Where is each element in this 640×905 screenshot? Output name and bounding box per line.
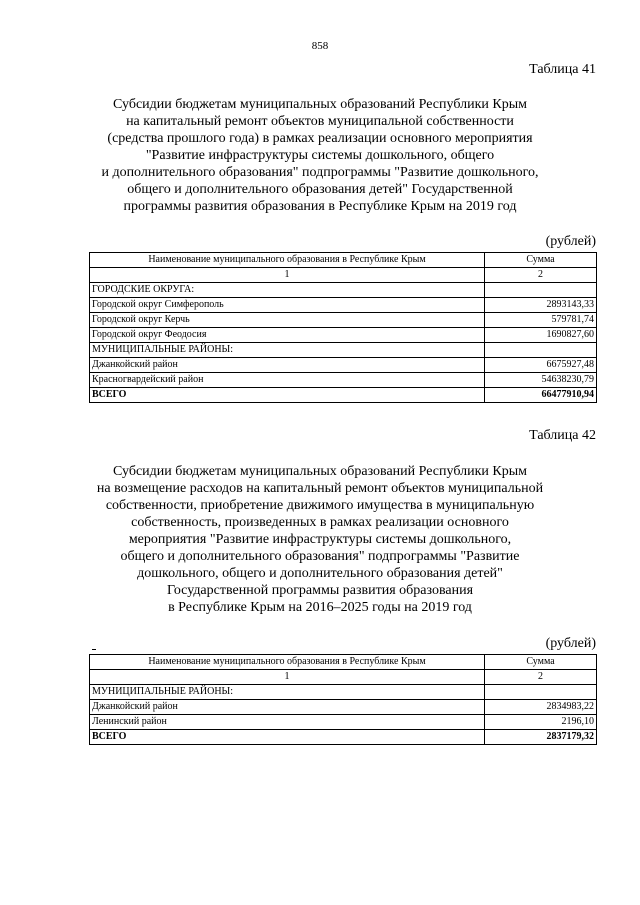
column-header-name: Наименование муниципального образования в Республике Крым (90, 253, 485, 268)
column-header-name: Наименование муниципального образования в Республике Крым (90, 655, 485, 670)
row-name: Городской округ Феодосия (90, 328, 485, 343)
row-sum (485, 685, 597, 700)
row-name: ГОРОДСКИЕ ОКРУГА: (90, 283, 485, 298)
row-sum: 6675927,48 (485, 358, 597, 373)
table42-title-line: собственность, произведенных в рамках реализации основного (131, 515, 509, 530)
row-sum (485, 343, 597, 358)
column-header-sum: Сумма (485, 253, 597, 268)
total-label: ВСЕГО (90, 730, 485, 745)
table-header-row (90, 655, 597, 670)
table-row (90, 328, 597, 343)
table-row (90, 343, 597, 358)
row-name: Джанкойский район (90, 700, 485, 715)
table42-title-line: дошкольного, общего и дополнительного образования детей" (137, 566, 503, 581)
table-row (90, 373, 597, 388)
row-name: Джанкойский район (90, 358, 485, 373)
table-row (90, 313, 597, 328)
total-sum: 2837179,32 (485, 730, 597, 745)
table-row (90, 283, 597, 298)
table41-title-line: (средства прошлого года) в рамках реализации основного мероприятия (107, 131, 533, 146)
table-margin-tick (92, 649, 96, 650)
row-name: Городской округ Керчь (90, 313, 485, 328)
table-numbering-row (90, 268, 597, 283)
table42-label: Таблица 42 (529, 428, 596, 443)
table41-title-line: Субсидии бюджетам муниципальных образований Республики Крым (113, 97, 527, 112)
row-sum: 1690827,60 (485, 328, 597, 343)
table42-title-line: Государственной программы развития образования (166, 583, 474, 598)
table41-units: (рублей) (545, 234, 596, 249)
table-row (90, 358, 597, 373)
row-name: МУНИЦИПАЛЬНЫЕ РАЙОНЫ: (90, 343, 485, 358)
table42-title-line: общего и дополнительного образования" подпрограммы "Развитие (120, 549, 520, 564)
table41-title-line: на капитальный ремонт объектов муниципальной собственности (126, 114, 514, 129)
table-header-row (90, 253, 597, 268)
table42-title-line: собственности, приобретение движимого имущества в муниципальную (105, 498, 535, 513)
table-row (90, 700, 597, 715)
table41-title-line: и дополнительного образования" подпрограммы "Развитие дошкольного, (101, 165, 539, 180)
table-total-row (90, 388, 597, 403)
total-label: ВСЕГО (90, 388, 485, 403)
table42-title-line: мероприятия "Развитие инфраструктуры системы дошкольного, (128, 532, 512, 547)
table-numbering-row (90, 670, 597, 685)
table42-title (60, 463, 580, 616)
column-header-sum: Сумма (485, 655, 597, 670)
row-sum: 54638230,79 (485, 373, 597, 388)
column-number: 1 (90, 670, 485, 685)
table-row (90, 685, 597, 700)
page-number: 858 (311, 40, 329, 52)
table42 (89, 654, 597, 745)
row-sum (485, 283, 597, 298)
table41-label: Таблица 41 (529, 62, 596, 77)
table41 (89, 252, 597, 403)
column-number: 2 (485, 670, 597, 685)
table42-title-line: в Республике Крым на 2016–2025 годы на 2019 год (168, 600, 472, 615)
table42-title-line: Субсидии бюджетам муниципальных образований Республики Крым (113, 464, 527, 479)
column-number: 2 (485, 268, 597, 283)
row-name: Ленинский район (90, 715, 485, 730)
total-sum: 66477910,94 (485, 388, 597, 403)
table42-title-line: на возмещение расходов на капитальный ремонт объектов муниципальной (96, 481, 544, 496)
table-row (90, 298, 597, 313)
row-sum: 579781,74 (485, 313, 597, 328)
table-row (90, 715, 597, 730)
row-sum: 2893143,33 (485, 298, 597, 313)
row-sum: 2196,10 (485, 715, 597, 730)
table41-title-line: общего и дополнительного образования детей" Государственной (127, 182, 513, 197)
table-total-row (90, 730, 597, 745)
column-number: 1 (90, 268, 485, 283)
table41-title-line: программы развития образования в Республике Крым на 2019 год (123, 199, 517, 214)
table41-title-line: "Развитие инфраструктуры системы дошкольного, общего (145, 148, 495, 163)
table42-units: (рублей) (545, 636, 596, 651)
table41-title (60, 96, 580, 215)
row-name: Красногвардейский район (90, 373, 485, 388)
row-sum: 2834983,22 (485, 700, 597, 715)
row-name: МУНИЦИПАЛЬНЫЕ РАЙОНЫ: (90, 685, 485, 700)
row-name: Городской округ Симферополь (90, 298, 485, 313)
